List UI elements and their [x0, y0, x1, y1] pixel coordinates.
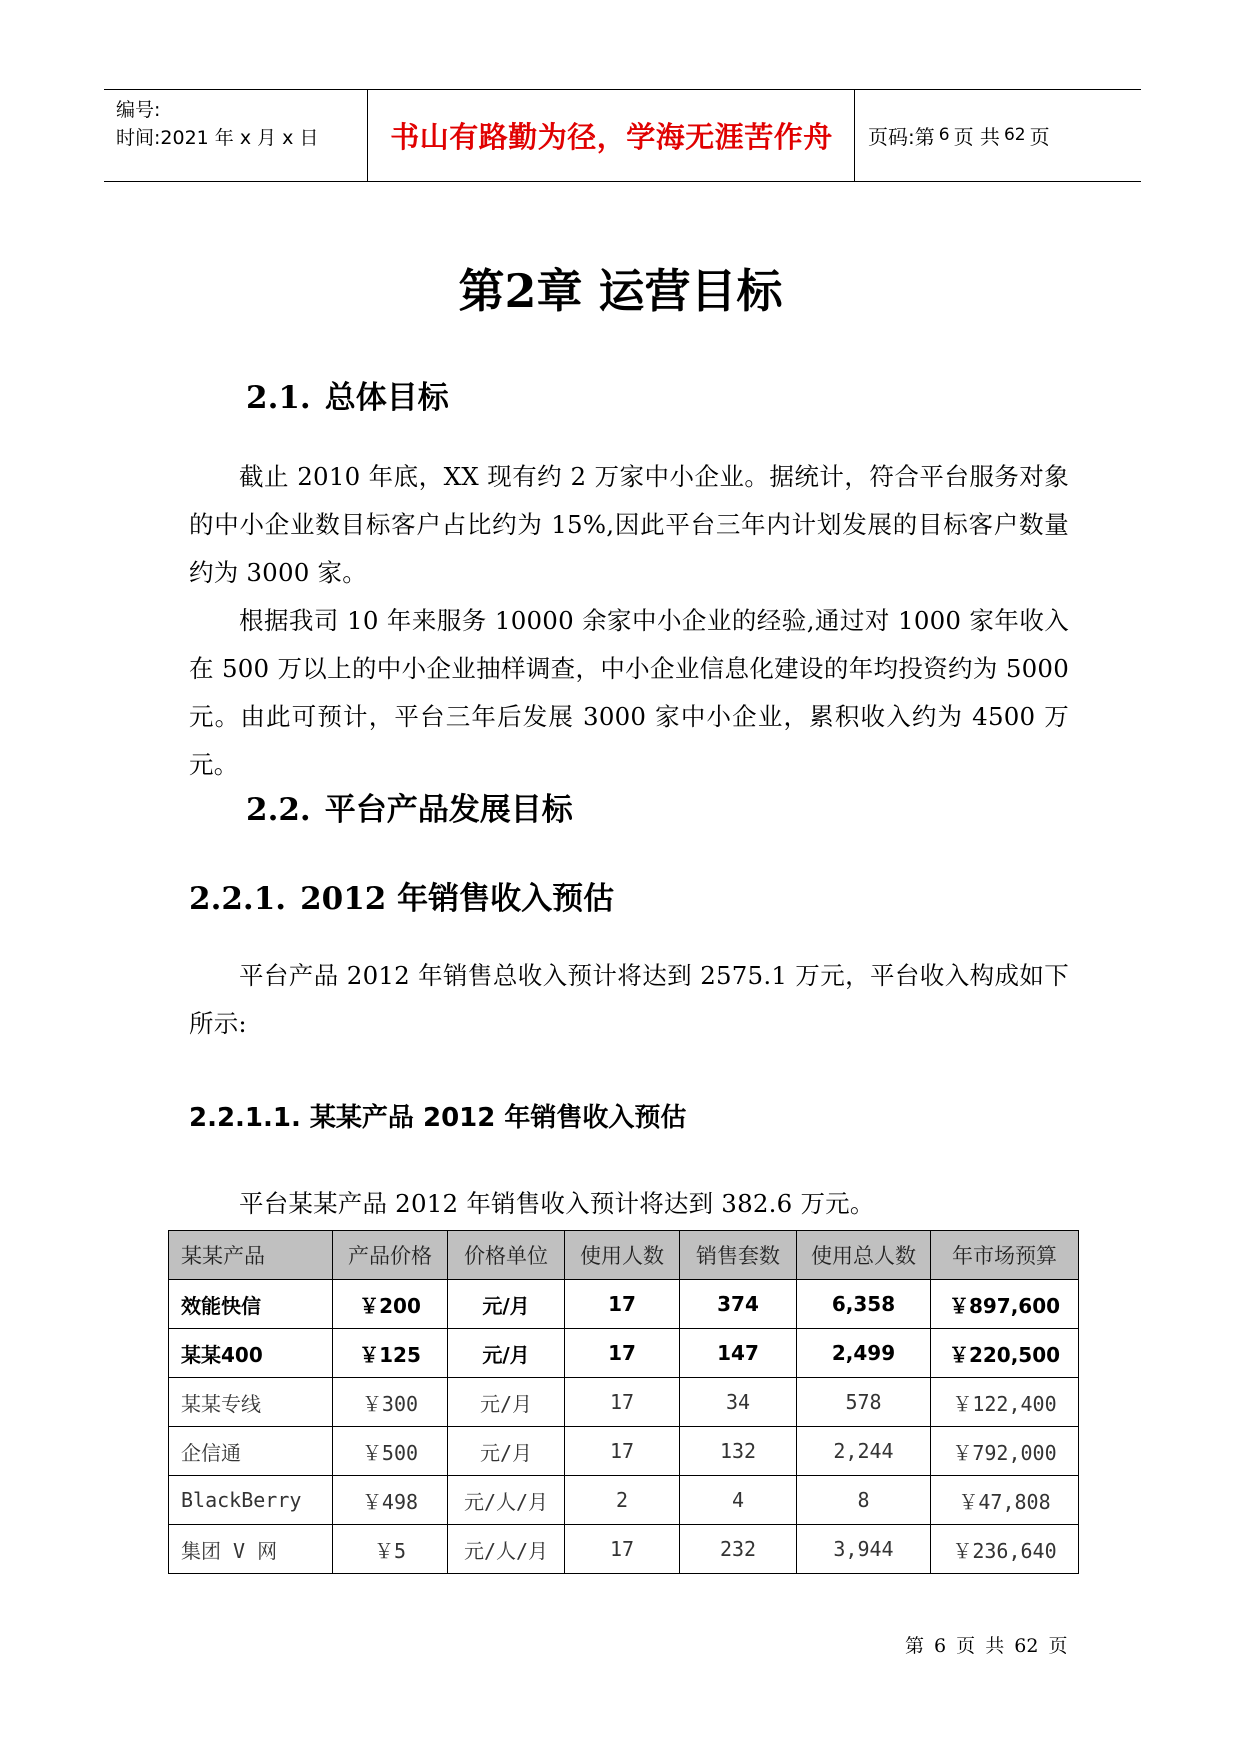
section-number: 2.2.1.: [189, 881, 287, 917]
page-header: [104, 89, 1141, 182]
table-cell: ￥897,600: [931, 1280, 1079, 1329]
section-title: 总体目标: [324, 380, 449, 416]
table-cell: 企信通: [169, 1427, 333, 1476]
section-heading-2-2: [246, 784, 573, 829]
paragraph-overall-goal-1: 截止 2010 年底，XX 现有约 2 万家中小企业。据统计，符合平台服务对象的中小企业数目标客户占比约为 15%,因此平台三年内计划发展的目标客户数量约为 3000 家。: [189, 462, 1069, 587]
table-cell: 17: [565, 1280, 680, 1329]
table-row: [169, 1427, 1079, 1476]
table-cell: 3,944: [797, 1525, 931, 1574]
table-header-cell: 销售套数: [680, 1231, 797, 1280]
table-cell: 效能快信: [169, 1280, 333, 1329]
table-cell: 17: [565, 1329, 680, 1378]
table-header-cell: 产品价格: [333, 1231, 448, 1280]
table-header-cell: 使用人数: [565, 1231, 680, 1280]
table-cell: 374: [680, 1280, 797, 1329]
table-cell: 2,499: [797, 1329, 931, 1378]
table-cell: BlackBerry: [169, 1476, 333, 1525]
section-title: 平台产品发展目标: [324, 792, 573, 828]
header-motto: 书山有路勤为径，学海无涯苦作舟: [390, 119, 833, 154]
table-header-row: [169, 1231, 1079, 1280]
table-row: [169, 1525, 1079, 1574]
table-row: [169, 1378, 1079, 1427]
table-cell: ￥220,500: [931, 1329, 1079, 1378]
page-prefix: 页码:第: [868, 124, 935, 149]
table-cell: ￥125: [333, 1329, 448, 1378]
section-heading-2-2-1: [189, 873, 614, 918]
table-cell: 元/月: [448, 1427, 565, 1476]
chapter-title: 第2章 运营目标: [458, 264, 783, 318]
table-cell: 17: [565, 1525, 680, 1574]
table-header-cell: 年市场预算: [931, 1231, 1079, 1280]
header-divider: [854, 90, 855, 181]
revenue-table: [168, 1230, 1079, 1574]
table-cell: ￥498: [333, 1476, 448, 1525]
table-cell: 578: [797, 1378, 931, 1427]
section-number: 2.2.: [246, 792, 311, 828]
table-cell: ￥122,400: [931, 1378, 1079, 1427]
table-cell: 元/人/月: [448, 1476, 565, 1525]
document-time-label: 时间:2021 年 x 月 x 日: [116, 127, 319, 149]
table-row: [169, 1329, 1079, 1378]
table-row: [169, 1280, 1079, 1329]
header-meta: [116, 96, 366, 152]
table-cell: 某某400: [169, 1329, 333, 1378]
page-suffix: 页: [1029, 124, 1050, 149]
header-divider: [367, 90, 368, 181]
table-cell: ￥300: [333, 1378, 448, 1427]
table-cell: 8: [797, 1476, 931, 1525]
table-cell: 4: [680, 1476, 797, 1525]
page-current: 6: [938, 125, 950, 145]
table-cell: 元/人/月: [448, 1525, 565, 1574]
table-cell: 232: [680, 1525, 797, 1574]
section-heading-2-1: [246, 372, 449, 417]
table-cell: 132: [680, 1427, 797, 1476]
document-number-label: 编号:: [116, 99, 161, 121]
table-cell: 17: [565, 1427, 680, 1476]
table-cell: ￥500: [333, 1427, 448, 1476]
table-cell: 元/月: [448, 1280, 565, 1329]
table-cell: ￥792,000: [931, 1427, 1079, 1476]
table-cell: 6,358: [797, 1280, 931, 1329]
table-cell: ￥200: [333, 1280, 448, 1329]
page-middle: 页 共: [953, 124, 1000, 149]
table-cell: ￥47,808: [931, 1476, 1079, 1525]
paragraph-overall-goal-2: 根据我司 10 年来服务 10000 余家中小企业的经验,通过对 1000 家年收入在 500 万以上的中小企业抽样调查，中小企业信息化建设的年均投资约为 5000 元。由此可预计，平台三年后发展 3000 家中小企业，累积收入约为 4500 万元。: [189, 606, 1069, 779]
table-cell: 17: [565, 1378, 680, 1427]
section-title: 2012 年销售收入预估: [300, 881, 615, 917]
paragraph-2012-revenue: 平台产品 2012 年销售总收入预计将达到 2575.1 万元，平台收入构成如下所示:: [189, 961, 1069, 1038]
table-cell: 147: [680, 1329, 797, 1378]
table-cell: 34: [680, 1378, 797, 1427]
page-footer: 第 6 页 共 62 页: [905, 1635, 1068, 1657]
table-header-cell: 价格单位: [448, 1231, 565, 1280]
table-header-cell: 某某产品: [169, 1231, 333, 1280]
table-cell: 元/月: [448, 1329, 565, 1378]
table-cell: ￥236,640: [931, 1525, 1079, 1574]
table-cell: 2,244: [797, 1427, 931, 1476]
table-cell: 2: [565, 1476, 680, 1525]
table-header-cell: 使用总人数: [797, 1231, 931, 1280]
page-total: 62: [1003, 125, 1026, 145]
header-page-info: [868, 90, 1050, 180]
table-cell: 某某专线: [169, 1378, 333, 1427]
table-row: [169, 1476, 1079, 1525]
section-heading-2-2-1-1: 2.2.1.1. 某某产品 2012 年销售收入预估: [189, 1103, 687, 1133]
paragraph-product-revenue: 平台某某产品 2012 年销售收入预计将达到 382.6 万元。: [239, 1189, 875, 1218]
table-cell: 元/月: [448, 1378, 565, 1427]
table-cell: 集团 V 网: [169, 1525, 333, 1574]
section-number: 2.1.: [246, 380, 311, 416]
table-cell: ￥5: [333, 1525, 448, 1574]
